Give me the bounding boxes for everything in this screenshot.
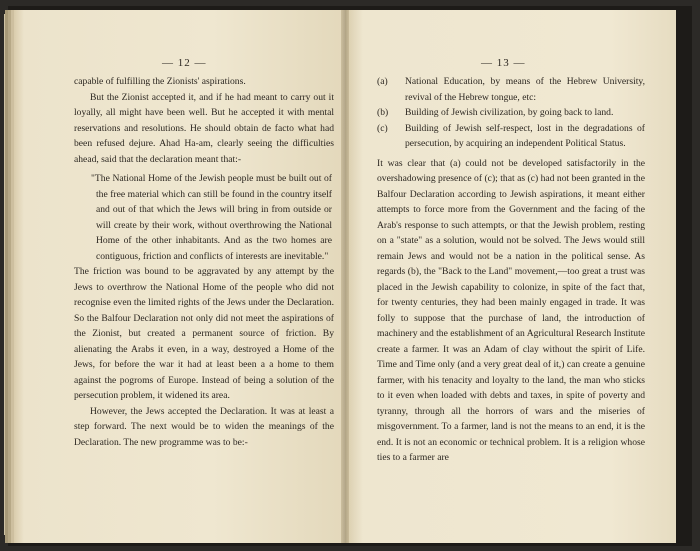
page-edges bbox=[4, 14, 14, 535]
block-quote: "The National Home of the Jewish people must be built out of the free material which can still be found in the country itself and out of that which the Jews will bring in from outside or will create by their work, without overthrowing the National Home of the other inhabitants. And as the two homes are contiguous, friction and conflicts of interests are inevitable." bbox=[91, 173, 332, 262]
right-page bbox=[345, 10, 676, 543]
list-item bbox=[377, 74, 645, 105]
paragraph: capable of fulfilling the Zionists' aspirations. bbox=[74, 76, 246, 87]
left-page-text bbox=[74, 74, 334, 450]
gutter bbox=[341, 10, 349, 543]
list-label: (c) bbox=[377, 122, 388, 134]
list-text: National Education, by means of the Hebrew University, revival of the Hebrew tongue, etc: bbox=[405, 76, 645, 103]
right-page-text bbox=[377, 74, 645, 466]
list-label: (a) bbox=[377, 76, 388, 87]
list-label: (b) bbox=[377, 107, 389, 118]
paragraph: However, the Jews accepted the Declaration. It was at least a step forward. The next would be to widen the meanings of the Declaration. The new programme was to be:- bbox=[74, 405, 334, 448]
list-item bbox=[377, 121, 645, 152]
paragraph: It was clear that (a) could not be developed satisfactorily in the overshadowing presence of (c); that as (c) had not been granted in the Balfour Declaration according to Jewish aspirations, it meant either attempts to force more from the Government and the facing of the Arab's response to such attempts, or that the Jewish problem, resting on a "state" as a solution, would not be solved. The Jews would still remain Jews and would not be a nation in the political sense. As regards (b), the "Back to the Land" movement,—too great a trust was placed in the Jewish capability to colonize, in spite of the fact that, for twenty centuries, they had been mainly engaged in trade. It was folly to suppose that the purchase of land, the introduction of machinery and the establishment of an Agricultural Research Institute create a farmer. It was an Adam of clay without the spirit of Life. Time and Time only (and a very great deal of it,) can create a genuine farmer, with his tenacity and loyalty to the land, the man who sticks to it even when loaded with debts and taxes, in spite of poverty and tyranny, through all the horrors of wars and the miseries of misgovernment. To a farmer, land is not the means to an end, it is the end. It is not an economic or technical problem. It is a religion whose ties to a farmer are bbox=[377, 157, 646, 463]
paragraph: The friction was bound to be aggravated by any attempt by the Jews to overthrow the National Home of the people who did not recognise even the limited rights of the Jews under the Declaration. So the Balfour Declaration not only did not meet the aspirations of the Zionist, but created a permanent source of friction. By alienating the Arabs it even, in a way, destroyed a Home of the Jews, for before the war it had at least been a a home to them against the pogroms of Europe. Instead of being a solution of the persecution problem, it widened its area. bbox=[74, 266, 334, 401]
paragraph: But the Zionist accepted it, and if he had meant to carry out it loyally, all might have been well. But he accepted it with mental reservations and resolutions. He should obtain de facto what had been refused dejure. Ahad Ha-am, clearly seeing the difficulties ahead, said that the declaration meant that:- bbox=[74, 91, 334, 165]
page-number: — 12 — bbox=[162, 57, 207, 69]
list-item bbox=[377, 105, 645, 121]
list-text: Building of Jewish civilization, by going back to land. bbox=[405, 107, 614, 118]
left-page bbox=[14, 10, 345, 543]
list-text: Building of Jewish self-respect, lost in the degradations of persecution, by acquiring an independent Political Status. bbox=[405, 122, 645, 149]
page-number: — 13 — bbox=[481, 57, 526, 69]
